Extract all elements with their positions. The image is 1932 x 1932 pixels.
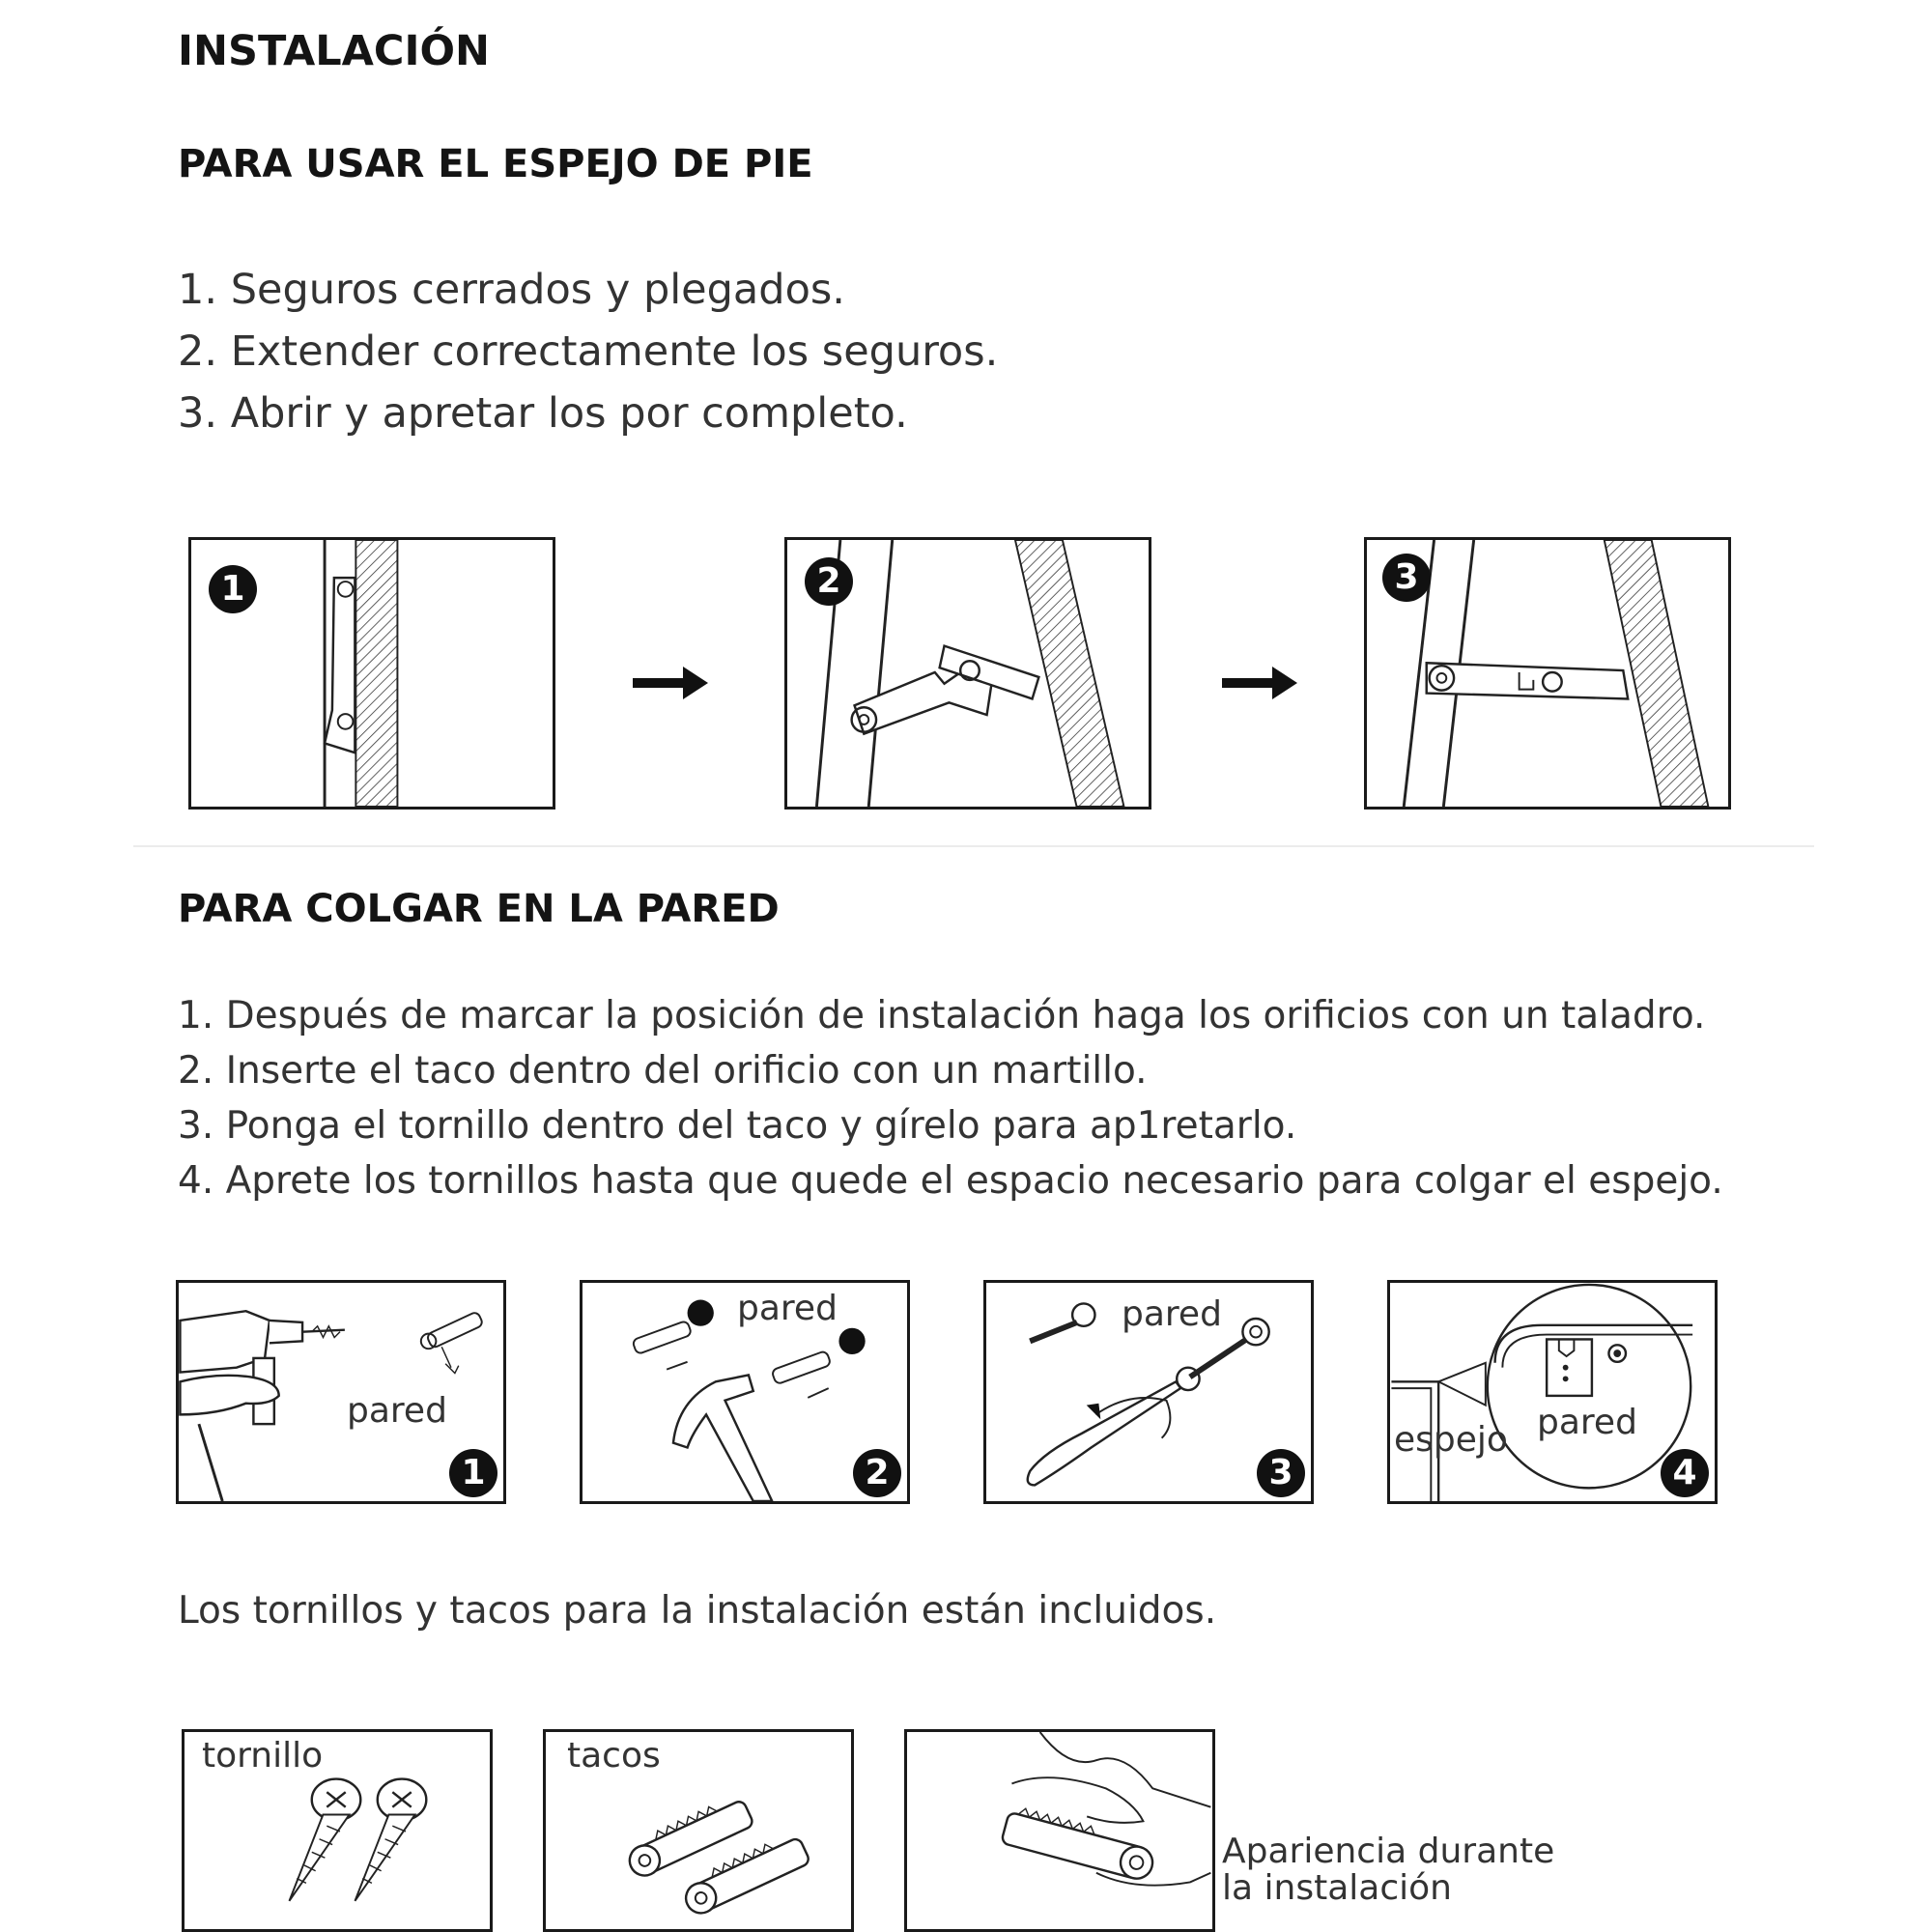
stand-diagram-3 <box>1364 537 1731 810</box>
stand-diagram-1 <box>188 537 555 810</box>
hardware-note: Los tornillos y tacos para la instalación están incluidos. <box>178 1589 1217 1633</box>
plug-in-hand-panel <box>904 1729 1215 1932</box>
wall-steps-list <box>178 988 1723 1208</box>
step-number-badge: 3 <box>1257 1449 1305 1497</box>
step-number-badge: 1 <box>449 1449 497 1497</box>
step-number-badge: 2 <box>853 1449 901 1497</box>
list-item: 3. Ponga el tornillo dentro del taco y gírelo para ap1retarlo. <box>178 1104 1297 1148</box>
wall-section-heading: PARA COLGAR EN LA PARED <box>178 887 780 931</box>
caption-line: la instalación <box>1222 1868 1452 1908</box>
step-number-badge: 1 <box>209 565 257 613</box>
mirror-label: espejo <box>1394 1420 1508 1460</box>
arrow-right-icon <box>633 667 708 699</box>
stand-steps-list <box>178 259 998 444</box>
hand-holding-plug-icon <box>907 1732 1212 1929</box>
page-title: INSTALACIÓN <box>178 27 491 75</box>
step-number-badge: 2 <box>805 557 853 606</box>
list-item: 4. Aprete los tornillos hasta que quede el espacio necesario para colgar el espejo. <box>178 1159 1723 1203</box>
wall-label: pared <box>1537 1403 1637 1442</box>
wall-diagram-2 <box>580 1280 910 1504</box>
step-number-badge: 3 <box>1382 554 1431 602</box>
list-item: 2. Extender correctamente los seguros. <box>178 327 999 376</box>
wall-label: pared <box>347 1391 447 1431</box>
plugs-panel <box>543 1729 854 1932</box>
screw-label: tornillo <box>202 1736 324 1776</box>
list-item: 2. Inserte el taco dentro del orificio con un martillo. <box>178 1049 1148 1093</box>
list-item: 3. Abrir y apretar los por completo. <box>178 389 908 438</box>
wall-label: pared <box>737 1289 838 1328</box>
caption-line: Apariencia durante <box>1222 1832 1555 1871</box>
plug-label: tacos <box>567 1736 661 1776</box>
wall-diagram-1 <box>176 1280 506 1504</box>
arrow-right-icon <box>1222 667 1297 699</box>
wall-label: pared <box>1122 1294 1222 1334</box>
stand-section-heading: PARA USAR EL ESPEJO DE PIE <box>178 142 813 186</box>
list-item: 1. Después de marcar la posición de instalación haga los orificios con un taladro. <box>178 994 1706 1037</box>
stand-diagram-2 <box>784 537 1151 810</box>
wall-diagram-4 <box>1387 1280 1718 1504</box>
list-item: 1. Seguros cerrados y plegados. <box>178 266 845 314</box>
step-number-badge: 4 <box>1661 1449 1709 1497</box>
screws-panel <box>182 1729 493 1932</box>
section-divider <box>133 845 1814 847</box>
installation-caption <box>1222 1833 1554 1907</box>
wall-diagram-3 <box>983 1280 1314 1504</box>
